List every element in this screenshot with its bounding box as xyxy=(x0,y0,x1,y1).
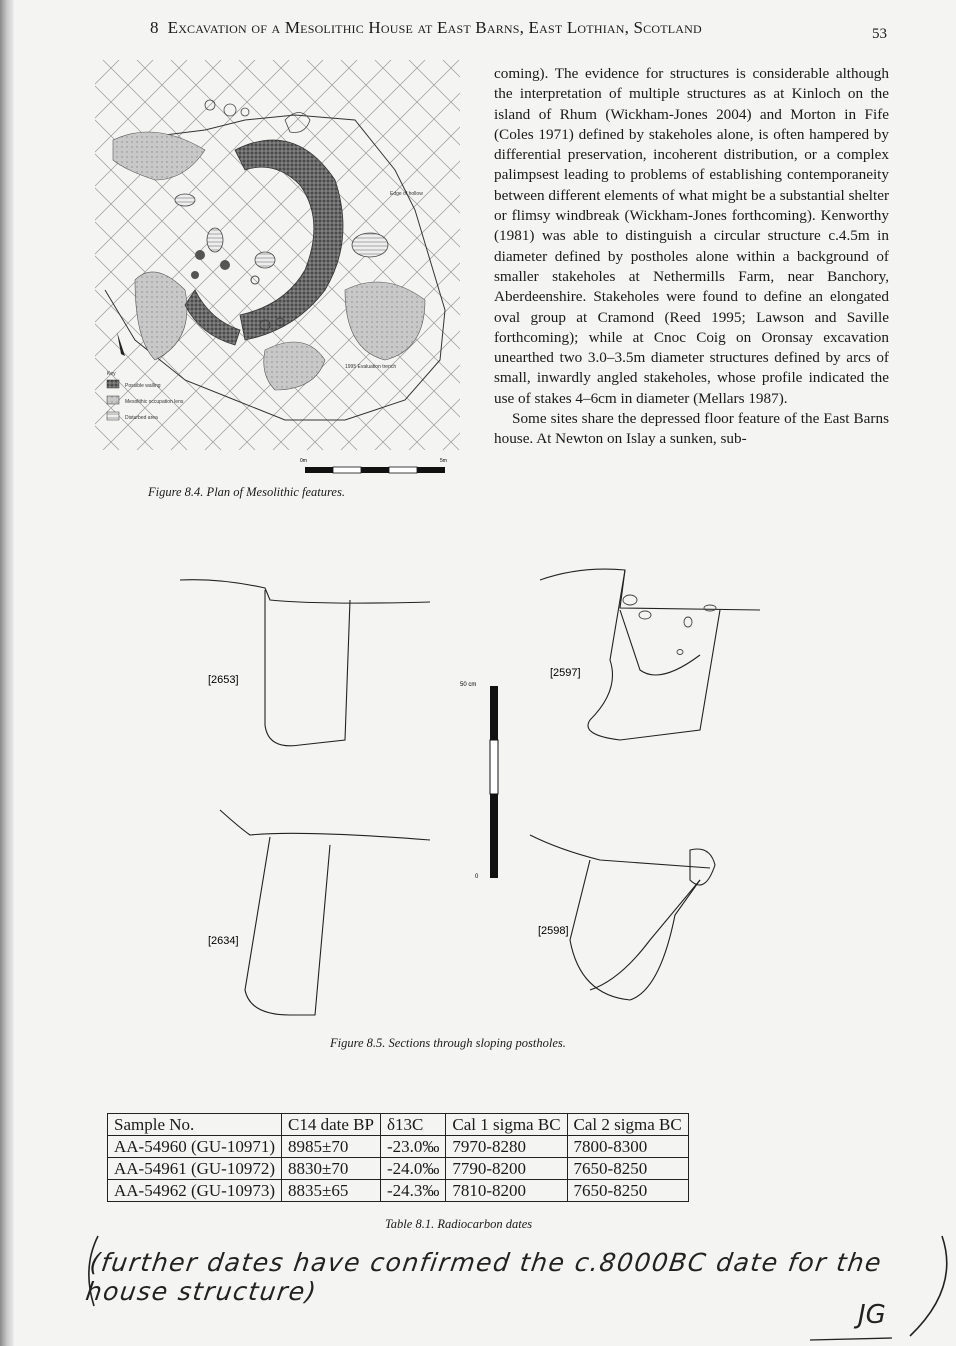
posthole-section-2597 xyxy=(588,570,720,740)
body-paragraph: Some sites share the depressed floor feature of the East Barns house. At Newton on Islay a sunken, sub- xyxy=(494,410,889,448)
grid-line xyxy=(443,60,460,450)
table-header-cell: C14 date BP xyxy=(282,1114,381,1136)
grid-line xyxy=(95,60,187,450)
table-cell: 7650-8250 xyxy=(567,1180,688,1202)
grid-line xyxy=(95,60,187,450)
plan-scale-bar xyxy=(300,458,447,473)
section-label: [2598] xyxy=(538,925,569,937)
scale-top-label: 50 cm xyxy=(460,682,477,688)
edge-label: Edge of hollow xyxy=(390,191,423,197)
table-cell: -24.0‰ xyxy=(380,1158,445,1180)
grid-line xyxy=(95,60,391,450)
table-row xyxy=(108,1180,689,1202)
posthole-section-2653 xyxy=(265,590,350,746)
posthole-section-2634 xyxy=(245,837,330,1015)
ground-surface-line xyxy=(180,580,430,603)
key-swatch-disturbed xyxy=(107,412,119,420)
body-paragraph: coming). The evidence for structures is considerable although the interpretation of multiple structures as at Kinloch on the island of Rhum (Wickham-Jones 2004) and Morton in Fife (Coles 1971) defined by stakeholes alone, is often hampered by differential preservation, incoherent distribution, or a complex palimpsest leading to problems of establishing contemporaneity between different elements of what might be a substantial shelter or flimsy windbreak (Wickham-Jones forthcoming). Kenworthy (1981) was able to distinguish a circular structure c.4.5m in diameter defined by postholes alone within a background of smaller stakeholes at Nethermills Farm, near Banchory, Aberdeenshire. Stakeholes were found to define an elongated oval group at Cramond (Reed 1995; Lawson and Saville forthcoming); while at Cnoc Coig on Oronsay excavation unearthed two 3.0–3.5m diameter structures defined by arcs of small, inwardly angled stakeholes, whose profile indicated the use of stakes 4–6cm in diameter (Mellars 1987). xyxy=(494,65,889,407)
running-head xyxy=(150,18,702,38)
key-title: Key xyxy=(107,371,116,377)
grid-line xyxy=(375,60,460,450)
plan-key xyxy=(107,371,184,421)
grid-line xyxy=(95,60,119,450)
scale-bottom-label: 0 xyxy=(475,874,479,880)
posthole xyxy=(195,250,205,260)
grid-line xyxy=(443,60,460,450)
table-cell: 7970-8280 xyxy=(446,1136,567,1158)
table-row xyxy=(108,1136,689,1158)
grid-line xyxy=(95,60,153,450)
section-label: [2653] xyxy=(208,674,239,686)
grid-line xyxy=(95,60,323,450)
table-cell: 7790-8200 xyxy=(446,1158,567,1180)
table-cell: 8835±65 xyxy=(282,1180,381,1202)
key-item: Disturbed area xyxy=(125,415,158,421)
pit xyxy=(255,252,275,268)
table-header-cell: Sample No. xyxy=(108,1114,282,1136)
table-cell: AA-54961 (GU-10972) xyxy=(108,1158,282,1180)
table-header-row xyxy=(108,1114,689,1136)
pit xyxy=(175,194,195,206)
pit xyxy=(352,233,388,257)
posthole-section-2598-inner xyxy=(590,880,700,990)
table-header-cell: Cal 1 sigma BC xyxy=(446,1114,567,1136)
table-cell: 7810-8200 xyxy=(446,1180,567,1202)
key-swatch-walling xyxy=(107,380,119,388)
grid-lines xyxy=(95,60,460,450)
posthole xyxy=(224,104,236,116)
stone-inclusions xyxy=(623,595,716,655)
key-item: Possible walling xyxy=(125,383,161,389)
occupation-lens-area xyxy=(264,342,325,390)
scale-end-label: 5m xyxy=(440,458,447,464)
book-spine-shadow xyxy=(0,0,14,1346)
section-label: [2597] xyxy=(550,667,581,679)
trench-label: 1995 Evaluation trench xyxy=(345,364,397,370)
possible-walling xyxy=(185,290,240,345)
grid-line xyxy=(95,60,459,450)
sections-through-postholes xyxy=(180,560,780,1030)
posthole xyxy=(241,108,249,116)
key-item: Mesolithic occupation lens xyxy=(125,399,184,405)
figure-8-5-caption: Figure 8.5. Sections through sloping postholes. xyxy=(330,1036,566,1050)
posthole-section-2598 xyxy=(570,860,700,1000)
grid-line xyxy=(103,60,460,450)
handwritten-initials: JG xyxy=(858,1300,886,1330)
page-number: 53 xyxy=(872,26,887,42)
table-cell: -23.0‰ xyxy=(380,1136,445,1158)
table-cell: 7650-8250 xyxy=(567,1158,688,1180)
grid-line xyxy=(95,60,459,450)
table-cell: AA-54960 (GU-10971) xyxy=(108,1136,282,1158)
table-cell: AA-54962 (GU-10973) xyxy=(108,1180,282,1202)
chapter-title: Excavation of a Mesolithic House at East Barns, East Lothian, Scotland xyxy=(167,18,702,37)
occupation-lens-area xyxy=(113,132,205,180)
table-8-1-caption: Table 8.1. Radiocarbon dates xyxy=(385,1217,533,1231)
ground-surface-line xyxy=(220,810,430,840)
grid-line xyxy=(375,60,460,450)
plan-of-mesolithic-features xyxy=(95,60,460,480)
grid-line xyxy=(95,60,153,450)
table-header-cell: Cal 2 sigma BC xyxy=(567,1114,688,1136)
ground-surface-line xyxy=(530,835,710,868)
grid-line xyxy=(103,60,460,450)
grid-line xyxy=(95,60,255,450)
body-text-column xyxy=(494,64,889,450)
pit xyxy=(207,228,223,252)
table-cell: 8830±70 xyxy=(282,1158,381,1180)
grid-line xyxy=(95,60,255,450)
posthole xyxy=(191,271,199,279)
ground-surface-line xyxy=(540,569,760,610)
posthole-section-2597-inner xyxy=(620,610,700,675)
handwritten-note: (further dates have confirmed the c.8000BC date for the house structure) xyxy=(83,1248,885,1306)
posthole xyxy=(220,260,230,270)
figure-8-4-caption: Figure 8.4. Plan of Mesolithic features. xyxy=(148,485,345,499)
grid-line xyxy=(95,60,323,450)
table-cell: -24.3‰ xyxy=(380,1180,445,1202)
chapter-number: 8 xyxy=(150,18,159,37)
table-cell: 7800-8300 xyxy=(567,1136,688,1158)
section-label: [2634] xyxy=(208,935,239,947)
section-scale-bar xyxy=(460,682,498,880)
scale-start-label: 0m xyxy=(300,458,307,464)
table-cell: 8985±70 xyxy=(282,1136,381,1158)
table-header-cell: δ13C xyxy=(380,1114,445,1136)
table-row xyxy=(108,1158,689,1180)
grid-line xyxy=(95,60,391,450)
radiocarbon-table xyxy=(107,1113,689,1202)
grid-line xyxy=(95,60,119,450)
key-swatch-occupation xyxy=(107,396,119,404)
